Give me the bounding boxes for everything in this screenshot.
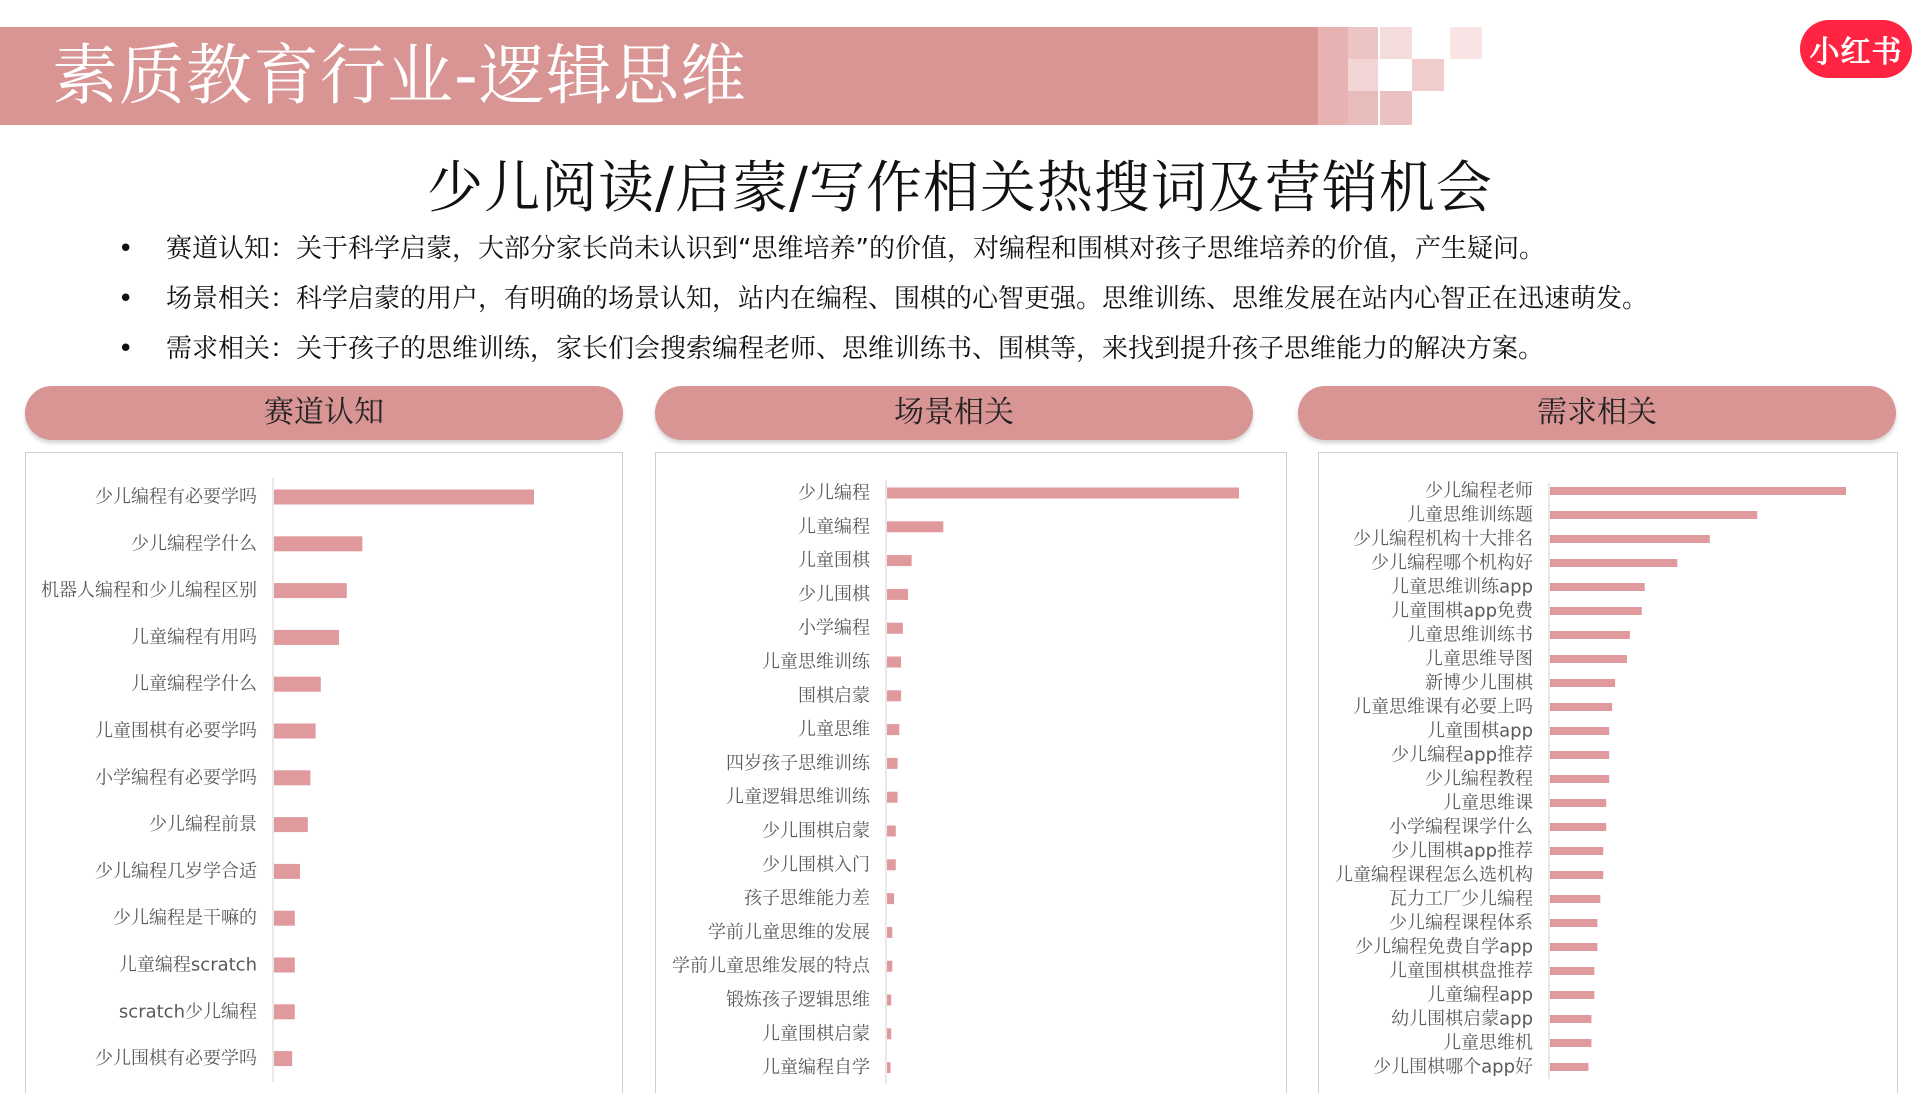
bullet-marker: • xyxy=(118,334,134,364)
bar xyxy=(274,536,362,551)
category-label: 儿童思维训练书 xyxy=(1407,624,1533,646)
bullet-item xyxy=(118,274,1898,324)
main-title: 少儿阅读/启蒙/写作相关热搜词及营销机会 xyxy=(427,156,1493,221)
category-label: 儿童编程学什么 xyxy=(131,673,257,695)
category-label: 锻炼孩子逻辑思维 xyxy=(726,989,870,1011)
bar xyxy=(887,724,899,735)
bar xyxy=(887,521,943,532)
bar-chart-scene xyxy=(656,453,1286,1093)
bar xyxy=(887,488,1239,499)
bar xyxy=(1550,871,1603,879)
category-label: 儿童思维课有必要上吗 xyxy=(1353,696,1533,718)
bullet-item xyxy=(118,224,1898,274)
category-label: 少儿围棋哪个app好 xyxy=(1373,1056,1533,1078)
category-label: 少儿围棋app推荐 xyxy=(1391,840,1533,862)
header-title: 素质教育行业-逻辑思维 xyxy=(52,37,747,114)
bar xyxy=(887,758,898,769)
category-label: 儿童围棋app免费 xyxy=(1391,600,1533,622)
decor-square xyxy=(1380,59,1412,91)
bar xyxy=(887,657,901,668)
bar xyxy=(1550,991,1594,999)
category-label: 儿童围棋有必要学吗 xyxy=(95,720,257,742)
bar xyxy=(1550,487,1846,495)
category-label: 儿童围棋app xyxy=(1427,720,1533,742)
category-label: 学前儿童思维的发展 xyxy=(708,921,870,943)
xiaohongshu-logo: 小红书 xyxy=(1800,20,1912,78)
bar xyxy=(274,630,339,645)
category-label: 儿童编程自学 xyxy=(762,1057,870,1079)
bar xyxy=(887,1028,891,1039)
category-label: 小学编程有必要学吗 xyxy=(95,767,257,789)
bar xyxy=(1550,535,1710,543)
bar xyxy=(274,677,321,692)
bar xyxy=(1550,703,1612,711)
category-label: 少儿编程老师 xyxy=(1425,480,1533,502)
bar xyxy=(1550,967,1594,975)
bar xyxy=(887,893,894,904)
category-label: 少儿编程有必要学吗 xyxy=(95,486,257,508)
category-label: 儿童围棋启蒙 xyxy=(762,1023,870,1045)
bar xyxy=(887,995,891,1006)
bar xyxy=(887,792,898,803)
category-label: 小学编程课学什么 xyxy=(1389,816,1533,838)
category-label: 儿童编程有用吗 xyxy=(131,626,257,648)
category-label: 围棋启蒙 xyxy=(798,685,870,707)
bar-chart-track xyxy=(26,453,622,1093)
section-header-demand: 需求相关 xyxy=(1298,386,1896,440)
bar xyxy=(1550,895,1600,903)
category-label: 少儿围棋 xyxy=(798,583,870,605)
category-label: 少儿编程机构十大排名 xyxy=(1353,528,1533,550)
section-header-scene: 场景相关 xyxy=(655,386,1253,440)
bar xyxy=(1550,847,1603,855)
bar xyxy=(274,958,295,973)
bullet-marker: • xyxy=(118,234,134,264)
category-label: 少儿编程哪个机构好 xyxy=(1371,552,1533,574)
category-label: 少儿编程 xyxy=(798,482,870,504)
chart-panel-demand xyxy=(1318,452,1898,1093)
bar xyxy=(1550,751,1609,759)
category-label: 少儿编程课程体系 xyxy=(1389,912,1533,934)
category-label: 幼儿围棋启蒙app xyxy=(1391,1008,1533,1030)
bar xyxy=(274,770,310,785)
category-label: 儿童逻辑思维训练 xyxy=(726,786,870,808)
bar xyxy=(274,817,308,832)
category-label: 少儿编程教程 xyxy=(1425,768,1533,790)
decor-square xyxy=(1380,91,1412,125)
bar xyxy=(887,826,896,837)
bar xyxy=(1550,1015,1591,1023)
category-label: 儿童思维导图 xyxy=(1425,648,1533,670)
bar xyxy=(1550,511,1757,519)
bar xyxy=(887,1062,891,1073)
bar xyxy=(274,490,534,505)
bullet-list xyxy=(118,224,1898,374)
category-label: 儿童思维训练题 xyxy=(1407,504,1533,526)
bar xyxy=(887,927,892,938)
bar xyxy=(1550,775,1609,783)
category-label: 儿童围棋 xyxy=(798,550,870,572)
bar xyxy=(1550,655,1627,663)
bullet-marker: • xyxy=(118,284,134,314)
category-label: 学前儿童思维发展的特点 xyxy=(672,955,870,977)
bar xyxy=(887,690,901,701)
category-label: 孩子思维能力差 xyxy=(744,888,870,910)
bullet-text: 赛道认知：关于科学启蒙，大部分家长尚未认识到“思维培养”的价值，对编程和围棋对孩子思维培养的价值，产生疑问。 xyxy=(166,234,1545,264)
bar xyxy=(274,1004,295,1019)
bullet-item xyxy=(118,324,1898,374)
bar xyxy=(887,961,892,972)
category-label: 少儿编程几岁学合适 xyxy=(95,860,257,882)
decor-square xyxy=(1348,27,1378,59)
bar xyxy=(1550,919,1597,927)
category-label: 少儿编程app推荐 xyxy=(1391,744,1533,766)
decor-square xyxy=(1348,59,1378,91)
bar xyxy=(887,555,912,566)
category-label: 儿童思维机 xyxy=(1443,1032,1533,1054)
category-label: 机器人编程和少儿编程区别 xyxy=(41,580,257,602)
category-label: 少儿围棋启蒙 xyxy=(762,820,870,842)
category-label: 儿童编程app xyxy=(1427,984,1533,1006)
category-label: 四岁孩子思维训练 xyxy=(726,752,870,774)
bar xyxy=(887,589,908,600)
category-label: 儿童思维训练app xyxy=(1391,576,1533,598)
bar xyxy=(1550,679,1615,687)
category-label: 少儿编程免费自学app xyxy=(1355,936,1533,958)
decor-square xyxy=(1318,27,1348,125)
bar xyxy=(274,583,347,598)
category-label: 儿童编程 xyxy=(798,516,870,538)
bar xyxy=(1550,727,1609,735)
bullet-text: 场景相关：科学启蒙的用户，有明确的场景认知，站内在编程、围棋的心智更强。思维训练、思维发展在站内心智正在迅速萌发。 xyxy=(166,284,1649,314)
bar xyxy=(887,859,896,870)
bar xyxy=(1550,799,1606,807)
decor-square xyxy=(1450,27,1482,59)
category-label: 儿童编程scratch xyxy=(118,954,257,976)
category-label: 新博少儿围棋 xyxy=(1425,672,1533,694)
section-header-track: 赛道认知 xyxy=(25,386,623,440)
bar xyxy=(1550,943,1597,951)
category-label: 小学编程 xyxy=(798,617,870,639)
bar xyxy=(1550,1039,1591,1047)
category-label: 儿童思维训练 xyxy=(762,651,870,673)
bar xyxy=(274,724,316,739)
chart-panel-scene xyxy=(655,452,1287,1093)
category-label: 儿童思维 xyxy=(798,719,870,741)
bar xyxy=(1550,607,1642,615)
category-label: 少儿编程学什么 xyxy=(131,533,257,555)
category-label: 儿童编程课程怎么选机构 xyxy=(1335,864,1533,886)
category-label: 少儿围棋入门 xyxy=(762,854,870,876)
bar xyxy=(1550,631,1630,639)
bar-chart-demand xyxy=(1319,453,1897,1093)
bar xyxy=(1550,583,1645,591)
category-label: 瓦力工厂少儿编程 xyxy=(1389,888,1533,910)
decor-square xyxy=(1412,59,1444,91)
category-label: 少儿围棋有必要学吗 xyxy=(95,1048,257,1070)
chart-panel-track xyxy=(25,452,623,1093)
bar xyxy=(1550,1063,1588,1071)
bar xyxy=(274,864,300,879)
category-label: 儿童思维课 xyxy=(1443,792,1533,814)
bar xyxy=(274,911,295,926)
bar xyxy=(274,1051,292,1066)
category-label: 少儿编程前景 xyxy=(149,814,257,836)
bar xyxy=(1550,823,1606,831)
decor-square xyxy=(1348,91,1378,125)
category-label: scratch少儿编程 xyxy=(118,1001,257,1023)
decor-square xyxy=(1380,27,1412,59)
bar xyxy=(1550,559,1677,567)
bullet-text: 需求相关：关于孩子的思维训练，家长们会搜索编程老师、思维训练书、围棋等，来找到提升孩子思维能力的解决方案。 xyxy=(166,334,1545,364)
bar xyxy=(887,623,903,634)
category-label: 儿童围棋棋盘推荐 xyxy=(1389,960,1533,982)
category-label: 少儿编程是干嘛的 xyxy=(113,907,257,929)
